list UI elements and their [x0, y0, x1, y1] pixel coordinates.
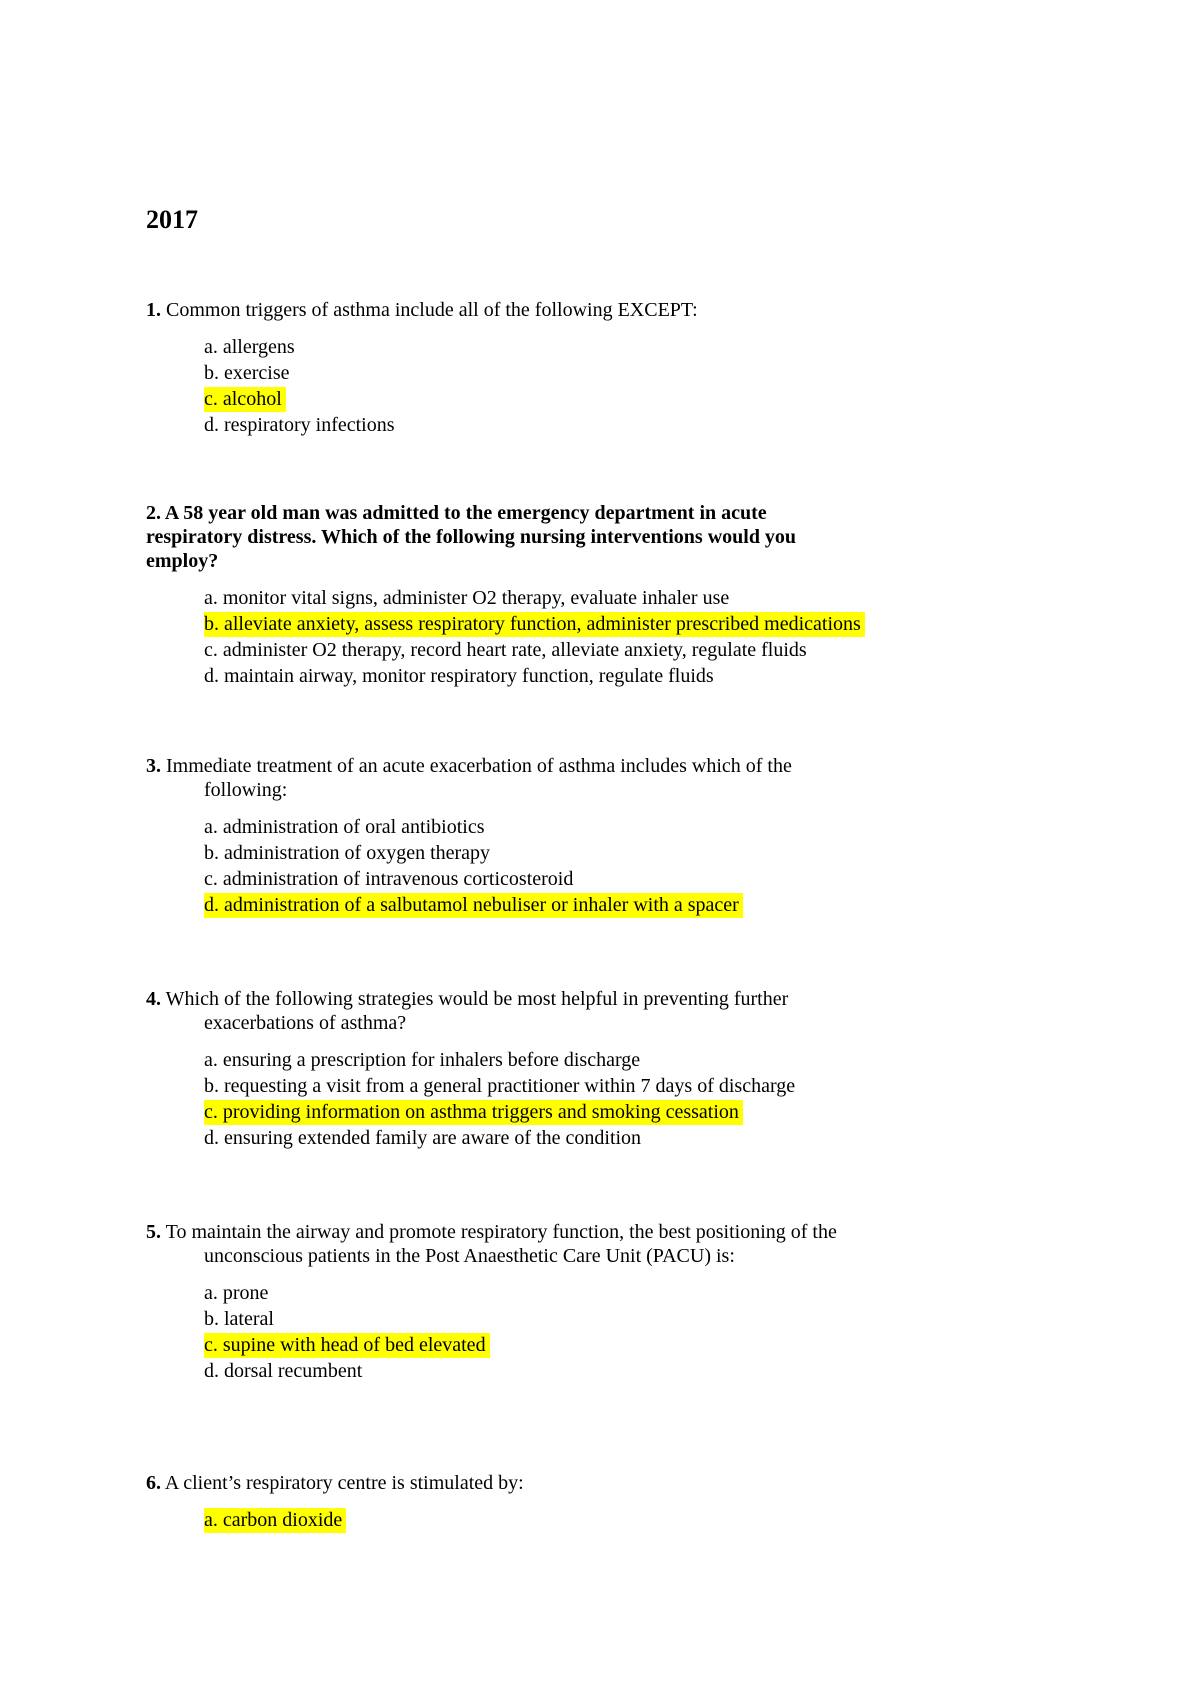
- option-c-correct: [204, 1332, 986, 1358]
- question-text-line-1: Which of the following strategies would be most helpful in preventing further: [165, 988, 789, 1010]
- question-text-line-1: A 58 year old man was admitted to the emergency department in acute: [164, 502, 767, 524]
- option-a-correct: [204, 1507, 986, 1533]
- option-list: [146, 334, 986, 438]
- question-text-line-2: respiratory distress. Which of the following nursing interventions would you: [146, 526, 797, 548]
- option-list: [146, 1280, 986, 1384]
- option-d-correct: [204, 892, 986, 918]
- option-a: a. ensuring a prescription for inhalers before discharge: [204, 1049, 641, 1071]
- option-b: b. exercise: [204, 362, 290, 384]
- question-4: [146, 987, 986, 1151]
- answer-highlight: c. supine with head of bed elevated: [204, 1333, 490, 1358]
- question-stem: [146, 987, 986, 1035]
- option-list: [146, 1507, 986, 1533]
- question-2: [146, 501, 986, 689]
- option-b: b. requesting a visit from a general practitioner within 7 days of discharge: [204, 1075, 796, 1097]
- question-text-line-2: unconscious patients in the Post Anaesthetic Care Unit (PACU) is:: [204, 1245, 735, 1267]
- option-b-correct: [204, 611, 986, 637]
- question-number: 3.: [146, 755, 161, 777]
- question-5: [146, 1220, 986, 1384]
- question-number: 6.: [146, 1472, 161, 1494]
- option-a: a. administration of oral antibiotics: [204, 816, 485, 838]
- question-number: 4.: [146, 988, 161, 1010]
- question-number: 2.: [146, 502, 161, 524]
- question-number: 5.: [146, 1221, 161, 1243]
- question-text-line-2: exacerbations of asthma?: [204, 1012, 407, 1034]
- option-list: [146, 1047, 986, 1151]
- option-d: d. ensuring extended family are aware of the condition: [204, 1127, 642, 1149]
- answer-highlight: b. alleviate anxiety, assess respiratory function, administer prescribed medications: [204, 612, 865, 637]
- question-stem: [146, 1220, 986, 1268]
- question-stem: [146, 298, 986, 322]
- option-a: a. monitor vital signs, administer O2 therapy, evaluate inhaler use: [204, 587, 730, 609]
- question-stem: [146, 754, 986, 802]
- question-number: 1.: [146, 299, 161, 321]
- option-list: [146, 814, 986, 918]
- question-text: Common triggers of asthma include all of the following EXCEPT:: [166, 299, 698, 321]
- question-text-line-1: Immediate treatment of an acute exacerbation of asthma includes which of the: [166, 755, 792, 777]
- document-year-heading: 2017: [146, 205, 198, 234]
- question-6: [146, 1471, 986, 1533]
- question-stem: [146, 1471, 986, 1495]
- option-c: c. administration of intravenous corticosteroid: [204, 868, 574, 890]
- option-b: b. lateral: [204, 1308, 274, 1330]
- question-3: [146, 754, 986, 918]
- option-c-correct: [204, 1099, 986, 1125]
- question-text-line-2: following:: [204, 779, 288, 801]
- option-d: d. respiratory infections: [204, 414, 395, 436]
- option-c: c. administer O2 therapy, record heart rate, alleviate anxiety, regulate fluids: [204, 639, 807, 661]
- question-text-line-3: employ?: [146, 550, 219, 572]
- option-c-correct: [204, 386, 986, 412]
- answer-highlight: c. providing information on asthma triggers and smoking cessation: [204, 1100, 743, 1125]
- option-list: [146, 585, 986, 689]
- question-text-line-1: To maintain the airway and promote respiratory function, the best positioning of the: [165, 1221, 837, 1243]
- answer-highlight: c. alcohol: [204, 387, 286, 412]
- option-b: b. administration of oxygen therapy: [204, 842, 491, 864]
- question-stem: [146, 501, 986, 573]
- answer-highlight: d. administration of a salbutamol nebuliser or inhaler with a spacer: [204, 893, 743, 918]
- option-d: d. maintain airway, monitor respiratory function, regulate fluids: [204, 665, 714, 687]
- option-a: a. allergens: [204, 336, 295, 358]
- question-text: A client’s respiratory centre is stimulated by:: [164, 1472, 524, 1494]
- option-d: d. dorsal recumbent: [204, 1360, 363, 1382]
- option-a: a. prone: [204, 1282, 269, 1304]
- question-1: [146, 298, 986, 438]
- answer-highlight: a. carbon dioxide: [204, 1508, 346, 1533]
